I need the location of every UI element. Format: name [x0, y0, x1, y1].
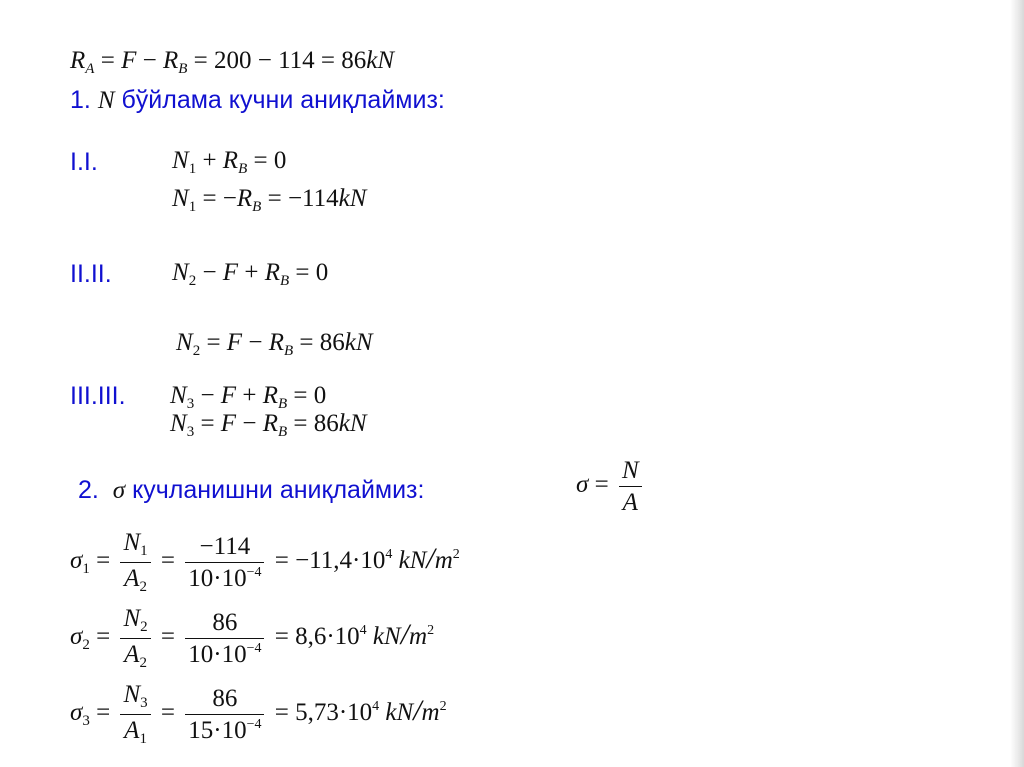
section-3-label: III.III. — [70, 382, 126, 410]
sigma-1-equation: $\sigma_1$ = $\frac{N_1}{A_2}$ = $\frac{-114}{10\cdot 10^{-4}}$ = $-11,4\cdot 10^4$ $kN/m^2$ — [70, 529, 460, 595]
sigma-definition-fraction: $\frac{N}{A}$ — [619, 458, 642, 515]
step-1-heading: 1. N бўйлама кучни аниқлаймиз: — [70, 86, 445, 114]
sigma-definition: σ = $\frac{N}{A}$ — [576, 458, 646, 515]
section-2-label: II.II. — [70, 260, 112, 288]
section-1-label: I.I. — [70, 148, 98, 176]
section-2-eq-1: $N_2 - F + R_B = 0$ — [172, 259, 329, 289]
step-2-heading: 2. σ кучланишни аниқлаймиз: — [78, 476, 425, 504]
eq-reaction-a: $R_A = F - R_B = 200 - 114 = 86kN$ — [70, 47, 395, 77]
slide-edge-shadow — [1010, 0, 1024, 767]
section-3-eq-1: $N_3 - F + R_B = 0$ — [170, 382, 327, 412]
section-2-eq-2: $N_2 = F - R_B = 86kN$ — [176, 329, 373, 359]
sigma-2-equation: $\sigma_2$ = $\frac{N_2}{A_2}$ = $\frac{86}{10\cdot 10^{-4}}$ = $8,6\cdot 10^4$ $kN/m^2$ — [70, 605, 435, 671]
sigma-3-equation: $\sigma_3$ = $\frac{N_3}{A_1}$ = $\frac{86}{15\cdot 10^{-4}}$ = $5,73\cdot 10^4$ $kN/m^2$ — [70, 681, 447, 747]
section-1-eq-1: $N_1 + R_B = 0$ — [172, 147, 287, 177]
section-3-eq-2: $N_3 = F - R_B = 86kN$ — [170, 410, 367, 440]
section-1-eq-2: $N_1 = -R_B = -114kN$ — [172, 185, 367, 215]
